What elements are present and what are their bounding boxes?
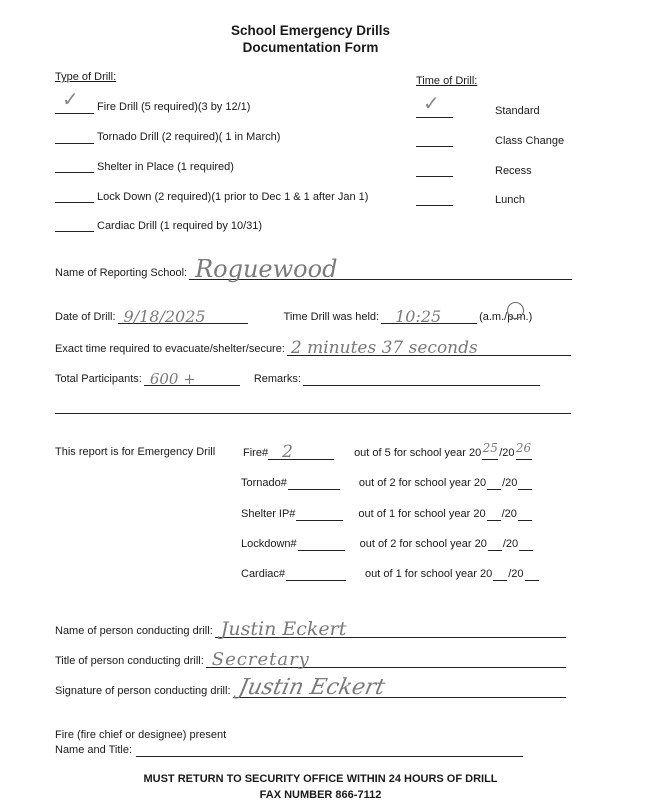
school-field[interactable] <box>189 250 572 283</box>
school-value: Roguewood <box>195 255 338 283</box>
date-label: Date of Drill: <box>55 311 116 323</box>
report-shelter-field[interactable] <box>296 508 343 521</box>
report-shelter-row <box>241 497 533 521</box>
report-fire-suffix: out of 5 for school year 20 <box>354 447 482 459</box>
time-standard[interactable]: Standard <box>495 105 540 117</box>
time-held-label: Time Drill was held: <box>283 311 380 323</box>
checkmark-icon: ✓ <box>423 93 440 115</box>
drill-type-fire[interactable]: Fire Drill (5 required)(3 by 12/1) <box>97 101 251 113</box>
footer-line1: MUST RETURN TO SECURITY OFFICE WITHIN 24 HOURS OF DRILL <box>143 773 498 785</box>
report-tornado-suffix: out of 2 for school year 20 <box>358 477 487 489</box>
report-lockdown-row <box>241 527 534 551</box>
checkmark-icon: ✓ <box>62 89 79 111</box>
fill-in-line <box>416 146 453 147</box>
report-fire-field[interactable] <box>268 438 334 460</box>
drill-type-lockdown[interactable]: Lock Down (2 required)(1 prior to Dec 1 & 1 after Jan 1) <box>97 191 369 203</box>
fire-chief-name-label: Name and Title: <box>55 744 133 756</box>
report-lockdown-label: Lockdown# <box>241 538 297 550</box>
footer-line2: FAX NUMBER 866-7112 <box>259 789 382 801</box>
ampm-label: (a.m./p.m.) <box>479 311 533 323</box>
ampm-group[interactable] <box>479 311 532 324</box>
report-tornado-sep: /20 <box>502 477 518 489</box>
report-fire-year2-field[interactable] <box>515 441 532 460</box>
time-held-value: 10:25 <box>395 307 442 326</box>
report-cardiac-sep: /20 <box>508 568 524 580</box>
report-fire-year1-field[interactable] <box>482 441 498 460</box>
fill-in-line <box>416 176 453 177</box>
report-fire-sep: /20 <box>499 447 515 459</box>
report-lockdown-year2-field[interactable] <box>519 538 533 551</box>
type-of-drill-heading: Type of Drill: <box>55 71 117 83</box>
date-field[interactable] <box>118 302 248 324</box>
school-label: Name of Reporting School: <box>55 267 188 279</box>
report-lockdown-year1-field[interactable] <box>488 538 502 551</box>
report-cardiac-field[interactable] <box>286 568 346 581</box>
report-fire-label: Fire# <box>243 447 269 459</box>
fill-in-line <box>55 172 94 173</box>
person-title-row <box>55 644 566 668</box>
time-class-change[interactable]: Class Change <box>495 135 565 147</box>
participants-value: 600 + <box>149 370 196 388</box>
fill-in-line <box>416 117 453 118</box>
participants-row <box>55 362 540 386</box>
date-value: 9/18/2025 <box>123 307 206 326</box>
time-recess[interactable]: Recess <box>495 165 532 177</box>
report-shelter-sep: /20 <box>501 508 517 520</box>
report-fire-value: 2 <box>282 442 293 462</box>
fill-in-line <box>416 205 453 206</box>
evacuate-field[interactable] <box>287 334 571 356</box>
participants-label: Total Participants: <box>55 373 142 385</box>
person-name-value: Justin Eckert <box>220 618 347 640</box>
report-shelter-year2-field[interactable] <box>518 508 532 521</box>
remarks-extra-line[interactable] <box>55 413 571 414</box>
report-cardiac-row <box>241 557 540 581</box>
report-tornado-year1-field[interactable] <box>487 477 501 490</box>
report-cardiac-suffix: out of 1 for school year 20 <box>365 568 493 580</box>
fill-in-line <box>55 231 94 232</box>
fire-chief-name-field[interactable] <box>136 756 523 757</box>
drill-type-shelter[interactable]: Shelter in Place (1 required) <box>97 161 234 173</box>
report-tornado-year2-field[interactable] <box>518 477 532 490</box>
fill-in-line <box>55 202 94 203</box>
fire-chief-label: Fire (fire chief or designee) present <box>55 729 227 741</box>
report-fire-year1: 25 <box>482 441 498 455</box>
person-name-label: Name of person conducting drill: <box>55 625 213 637</box>
signature-row <box>55 672 566 698</box>
person-title-field[interactable] <box>206 646 566 668</box>
pm-circle-mark <box>507 302 524 319</box>
participants-field[interactable] <box>144 364 240 386</box>
evacuate-label: Exact time required to evacuate/shelter/secure: <box>55 343 285 355</box>
report-tornado-row <box>241 466 533 490</box>
report-lockdown-field[interactable] <box>298 538 345 551</box>
signature-value: Justin Eckert <box>235 675 387 700</box>
person-name-row <box>55 614 566 638</box>
person-name-field[interactable] <box>215 616 566 638</box>
report-cardiac-year1-field[interactable] <box>493 568 507 581</box>
report-shelter-label: Shelter IP# <box>241 508 296 520</box>
remarks-field[interactable] <box>303 374 540 386</box>
report-shelter-year1-field[interactable] <box>487 508 501 521</box>
report-tornado-field[interactable] <box>288 477 340 490</box>
report-lockdown-sep: /20 <box>502 538 519 550</box>
fill-in-line <box>55 143 94 144</box>
person-title-label: Title of person conducting drill: <box>55 655 204 667</box>
report-fire-year2: 26 <box>515 441 532 455</box>
school-row <box>55 250 572 283</box>
time-lunch[interactable]: Lunch <box>495 194 525 206</box>
remarks-label: Remarks: <box>253 373 301 385</box>
time-of-drill-heading: Time of Drill: <box>416 75 478 87</box>
form-title-line2: Documentation Form <box>242 40 379 55</box>
report-tornado-label: Tornado# <box>241 477 287 489</box>
drill-type-cardiac[interactable]: Cardiac Drill (1 required by 10/31) <box>97 220 263 232</box>
time-held-field[interactable] <box>381 302 477 324</box>
evacuate-row <box>55 332 571 356</box>
report-cardiac-year2-field[interactable] <box>525 568 539 581</box>
report-lockdown-suffix: out of 2 for school year 20 <box>359 538 487 550</box>
date-time-row <box>55 300 585 324</box>
drill-type-tornado[interactable]: Tornado Drill (2 required)( 1 in March) <box>97 131 281 143</box>
signature-label: Signature of person conducting drill: <box>55 685 231 697</box>
report-fire-row <box>243 436 533 460</box>
report-shelter-suffix: out of 1 for school year 20 <box>358 508 486 520</box>
signature-field[interactable] <box>233 672 567 698</box>
person-title-value: Secretary <box>211 649 310 670</box>
report-cardiac-label: Cardiac# <box>241 568 286 580</box>
evacuate-value: 2 minutes 37 seconds <box>290 338 478 358</box>
report-intro: This report is for Emergency Drill <box>55 446 216 458</box>
form-title-line1: School Emergency Drills <box>230 23 391 38</box>
fill-in-line <box>55 113 94 114</box>
